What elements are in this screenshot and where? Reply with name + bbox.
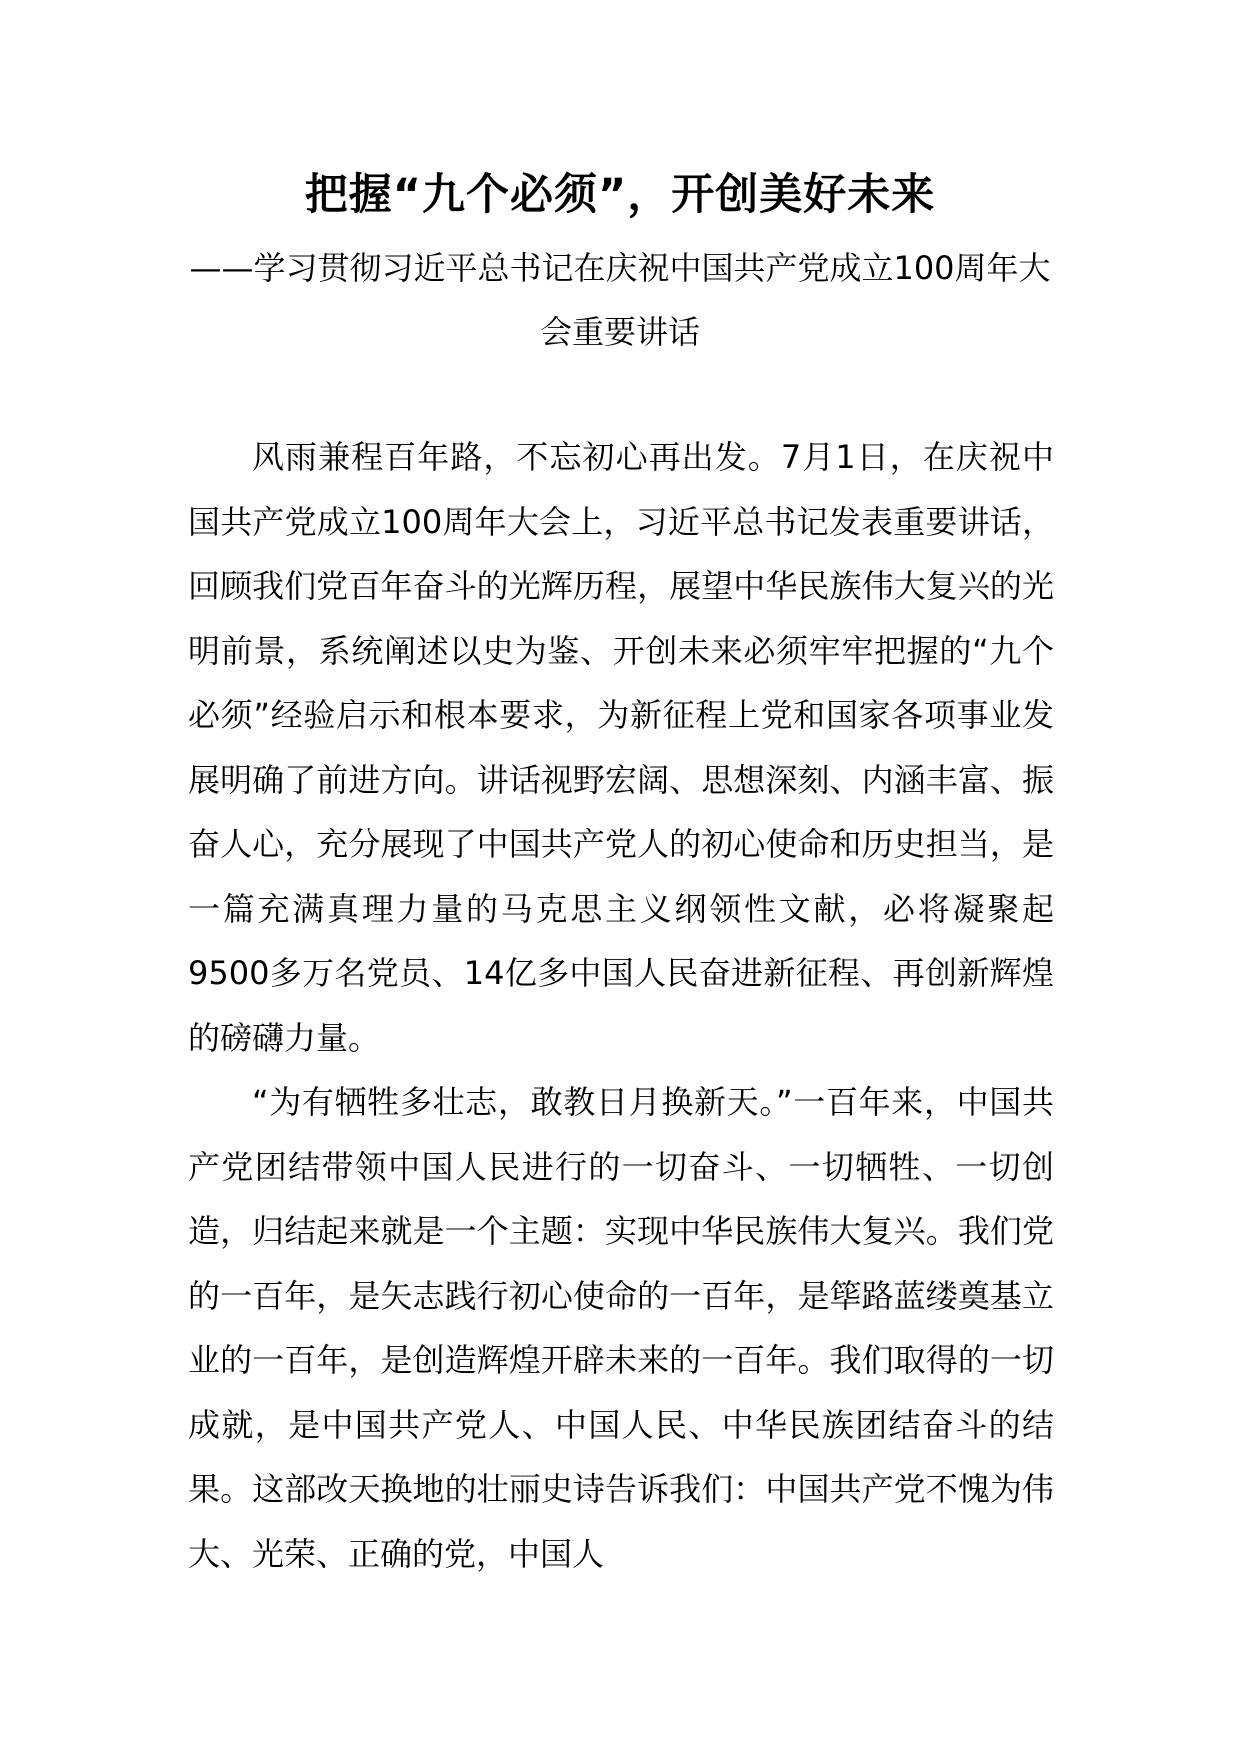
body-paragraph: 风雨兼程百年路，不忘初心再出发。7月1日，在庆祝中国共产党成立100周年大会上，习近平总书记发表重要讲话，回顾我们党百年奋斗的光辉历程，展望中华民族伟大复兴的光明前景，系统阐述以史为鉴、开创未来必须牢牢把握的“九个必须”经验启示和根本要求，为新征程上党和国家各项事业发展明确了前进方向。讲话视野宏阔、思想深刻、内涵丰富、振奋人心，充分展现了中国共产党人的初心使命和历史担当，是一篇充满真理力量的马克思主义纲领性文献，必将凝聚起9500多万名党员、14亿多中国人民奋进新征程、再创新辉煌的磅礴力量。 — [188, 438, 1054, 1057]
body-paragraph: “为有牺牲多壮志，敢教日月换新天。”一百年来，中国共产党团结带领中国人民进行的一切奋斗、一切牺牲、一切创造，归结起来就是一个主题：实现中华民族伟大复兴。我们党的一百年，是矢志践行初心使命的一百年，是筚路蓝缕奠基立业的一百年，是创造辉煌开辟未来的一百年。我们取得的一切成就，是中国共产党人、中国人民、中华民族团结奋斗的结果。这部改天换地的壮丽史诗告诉我们：中国共产党不愧为伟大、光荣、正确的党，中国人 — [188, 1083, 1054, 1573]
document-title: 把握“九个必须”，开创美好未来 — [304, 170, 936, 220]
document-body — [188, 425, 1054, 1586]
document-subtitle: ——学习贯彻习近平总书记在庆祝中国共产党成立100周年大会重要讲话 — [189, 249, 1051, 351]
